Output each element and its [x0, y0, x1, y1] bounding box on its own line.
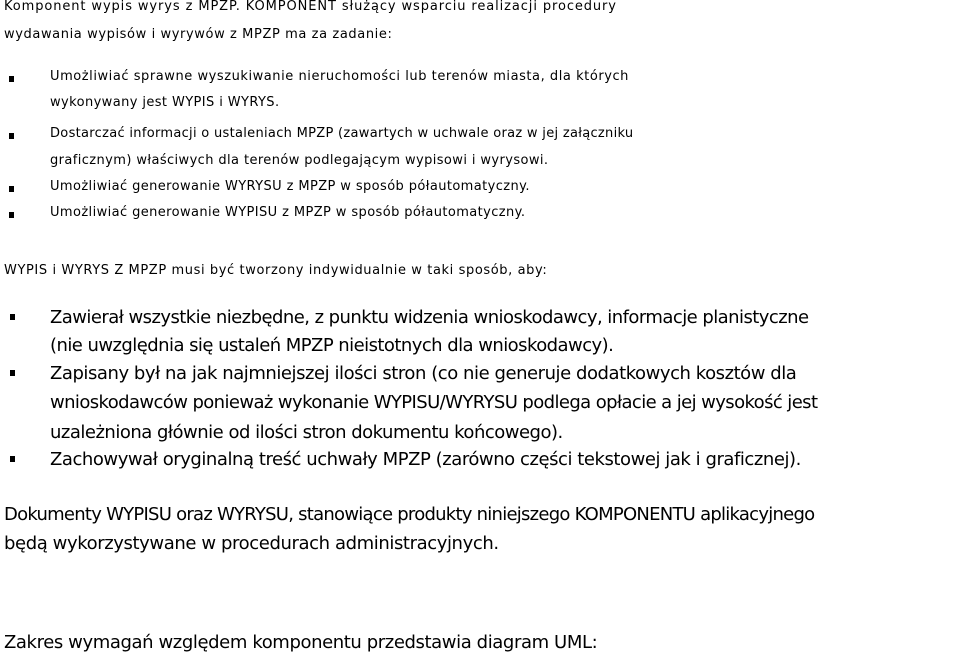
requirement-item-1-line-1: Zawierał wszystkie niezbędne, z punktu widzenia wnioskodawcy, informacje planistyczne	[50, 307, 809, 328]
bullet-icon	[10, 314, 15, 320]
uml-intro: Zakres wymagań względem komponentu przedstawia diagram UML:	[4, 632, 598, 653]
requirement-item-2-line-1: Zapisany był na jak najmniejszej ilości stron (co nie generuje dodatkowych kosztów dla	[50, 363, 797, 384]
bullet-icon	[9, 133, 14, 139]
bullet-icon	[9, 76, 14, 82]
requirement-item-1-line-2: (nie uwzględnia się ustaleń MPZP nieistotnych dla wnioskodawcy).	[50, 335, 614, 356]
bullet-icon	[10, 456, 15, 462]
goal-item-1-line-1: Umożliwiać sprawne wyszukiwanie nieruchomości lub terenów miasta, dla których	[50, 69, 629, 84]
bullet-icon	[10, 370, 15, 376]
documents-line-1: Dokumenty WYPISU oraz WYRYSU, stanowiące produkty niniejszego KOMPONENTU aplikacyjnego	[4, 504, 815, 525]
goal-item-3: Umożliwiać generowanie WYRYSU z MPZP w sposób półautomatyczny.	[50, 179, 530, 194]
documents-line-2: będą wykorzystywane w procedurach administracyjnych.	[4, 533, 499, 554]
bullet-icon	[9, 212, 14, 218]
goal-item-2-line-2: graficznym) właściwych dla terenów podlegającym wypisowi i wyrysowi.	[50, 153, 549, 168]
bullet-icon	[9, 186, 14, 192]
requirement-item-2-line-2: wnioskodawców ponieważ wykonanie WYPISU/WYRYSU podlega opłacie a jej wysokość jest	[50, 392, 818, 413]
goal-item-1-line-2: wykonywany jest WYPIS i WYRYS.	[50, 95, 280, 110]
requirements-intro: WYPIS i WYRYS Z MPZP musi być tworzony indywidualnie w taki sposób, aby:	[4, 263, 548, 278]
requirement-item-3: Zachowywał oryginalną treść uchwały MPZP (zarówno części tekstowej jak i graficznej).	[50, 449, 801, 470]
goal-item-2-line-1: Dostarczać informacji o ustaleniach MPZP (zawartych w uchwale oraz w jej załączniku	[50, 126, 634, 141]
goal-item-4: Umożliwiać generowanie WYPISU z MPZP w sposób półautomatyczny.	[50, 205, 526, 220]
requirement-item-2-line-3: uzależniona głównie od ilości stron dokumentu końcowego).	[50, 422, 563, 443]
intro-line-1: Komponent wypis wyrys z MPZP. KOMPONENT służący wsparciu realizacji procedury	[4, 0, 617, 14]
intro-line-2: wydawania wypisów i wyrywów z MPZP ma za zadanie:	[4, 27, 393, 42]
